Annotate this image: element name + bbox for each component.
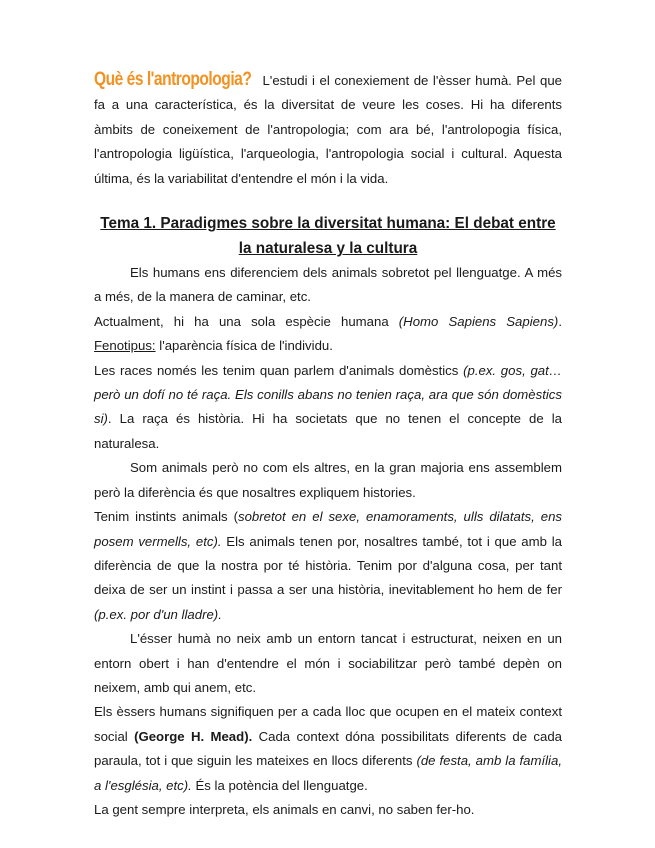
text-segment: Els èssers humans signifiquen per a cada lloc que ocupen en el mateix context social xyxy=(94,704,562,744)
body-paragraph xyxy=(94,700,562,798)
bold-text: (George H. Mead). xyxy=(134,728,253,744)
text-segment: La gent sempre interpreta, els animals en canvi, no saben fer-ho. xyxy=(94,801,475,817)
italic-text: (Homo Sapiens Sapiens) xyxy=(398,313,559,329)
italic-text: sobretot en el sexe, enamoraments, ulls dilatats, ens posem vermells, etc). xyxy=(94,509,562,549)
section-title: Què és l'antropologia? xyxy=(94,69,252,90)
document-page xyxy=(94,68,562,822)
text-segment: És la potència del llenguatge. xyxy=(191,777,368,793)
body-paragraph xyxy=(94,359,562,457)
body-paragraph xyxy=(94,505,562,627)
topic-heading: Tema 1. Paradigmes sobre la diversitat humana: El debat entre la naturalesa y la cultura xyxy=(100,215,556,258)
underlined-term: Fenotipus: xyxy=(94,338,156,354)
text-segment: Som animals però no com els altres, en la gran majoria ens assemblem però la diferència és que nosaltres expliquem histories. xyxy=(94,460,562,500)
intro-text: L'estudi i el conexiement de l'èsser humà. Pel que fa a una característica, és la diversitat de veure les coses. Hi ha diferents àmbits de coneixement de l'antropologia; com ara bé, l'antrolopogia física, l'antropologia ligüística, l'arqueologia, l'antropologia social i cultural. Aquesta última, és la variabilitat d'entendre el món i la vida. xyxy=(94,73,562,186)
text-segment: Els animals tenen por, nosaltres també, tot i que amb la diferència de que la nostra por té història. Tenim por d'alguna cosa, per tant deixa de ser un instint i passa a ser una història, inevitablement ho hem de fer xyxy=(94,533,562,598)
body-paragraph xyxy=(94,798,562,822)
text-segment: Les races només les tenim quan parlem d'animals domèstics xyxy=(94,362,464,378)
text-segment: Cada context dóna possibilitats diferents de cada paraula, tot i que siguin les mateixes en llocs diferents xyxy=(94,728,562,769)
italic-text: (de festa, amb la família, a l'església, etc). xyxy=(94,753,562,793)
italic-text: (p.ex. por d'un lladre). xyxy=(94,606,222,622)
body-paragraph xyxy=(94,261,562,310)
body-paragraph xyxy=(94,627,562,700)
intro-paragraph xyxy=(94,68,562,191)
body-paragraph xyxy=(94,456,562,505)
text-segment: . La raça és història. Hi ha societats que no tenen el concepte de la naturalesa. xyxy=(94,411,562,451)
text-segment: . xyxy=(558,313,562,329)
text-segment: L'ésser humà no neix amb un entorn tancat i estructurat, neixen en un entorn obert i han d'entendre el món i sociabilitzar però també depèn on neixem, amb qui anem, etc. xyxy=(94,631,562,695)
body-paragraph xyxy=(94,310,562,359)
italic-text: (p.ex. gos, gat… però un dofí no té raça. Els conills abans no tenien raça, ara que són domèstics si) xyxy=(94,362,562,427)
text-segment: l'aparència física de l'individu. xyxy=(155,338,333,354)
text-segment: Actualment, hi ha una sola espècie humana xyxy=(94,313,399,329)
text-segment: Els humans ens diferenciem dels animals sobretot pel llenguatge. A més a més, de la manera de caminar, etc. xyxy=(94,265,562,305)
body-text xyxy=(94,261,562,822)
text-segment: Tenim instints animals ( xyxy=(94,509,238,525)
